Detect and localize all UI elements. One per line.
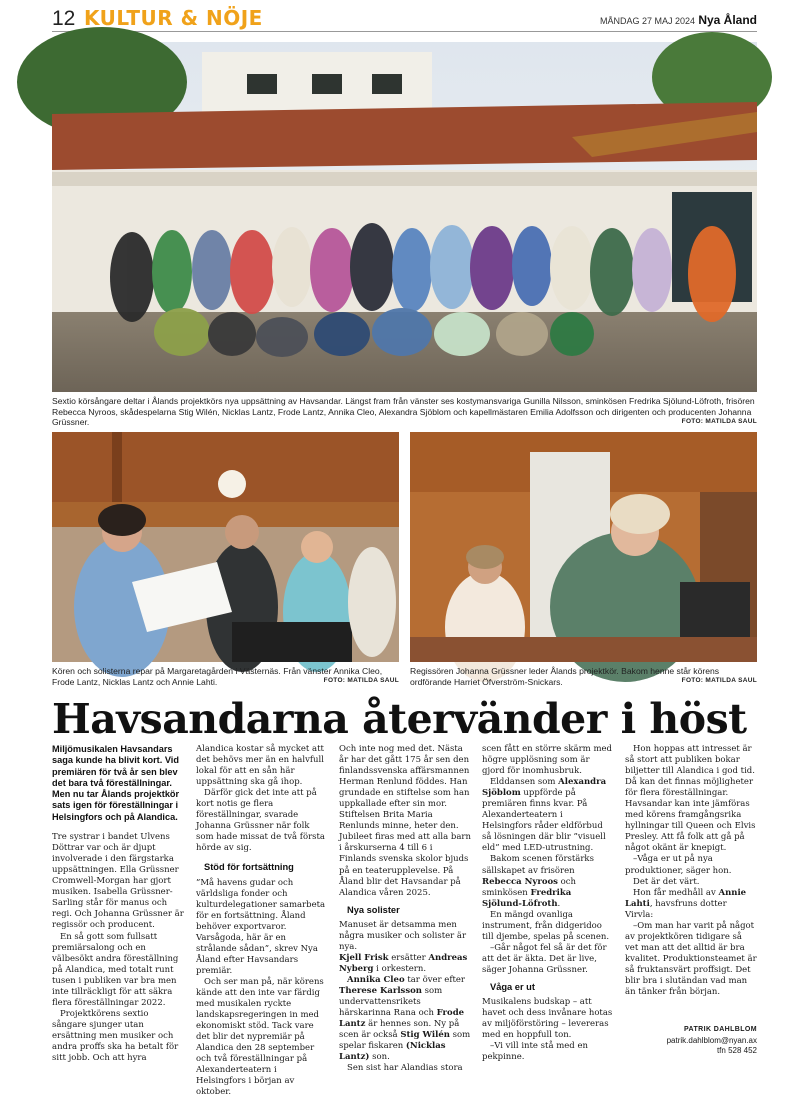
section-title: KULTUR & NÖJE: [84, 6, 263, 30]
paragraph: Tre systrar i bandet Ulvens Döttrar var och är djupt involverade i den färgstarka uppsättningen. Ella Grüssner Cromwell-Morgan har gjort musiken. Isabella Grüssner-Sarling står för manus och regi. Och Johanna Grüssner är regissör och producent.: [52, 832, 184, 931]
main-photo: [52, 42, 757, 392]
paragraph: Musikalens budskap – att havet och dess invånare hotas av miljöförstöring – levereras med en hoppfull ton.: [482, 997, 613, 1041]
paragraph: Projektkörens sextio sångare sjunger utan ersättning men musiker och andra proffs ska ha betalt för sitt jobb. Och att hyra: [52, 1008, 179, 1064]
main-photo-credit: FOTO: MATILDA SAUL: [681, 418, 757, 425]
rehearsal-photo-credit: FOTO: MATILDA SAUL: [323, 677, 399, 684]
page-header: [52, 6, 757, 32]
rehearsal-photo-caption: Kören och solisterna repar på Margaretagården i Västernäs. Från vänster Annika Cleo, Frode Lantz, Nicklas Lantz och Annie Lahti.: [52, 666, 383, 687]
article-column-2: [196, 744, 328, 1098]
paragraph: –Går något fel så är det för att det är äkta. Det är live, säger Johanna Grüssner.: [482, 942, 607, 975]
article-column-4: [482, 744, 614, 1063]
paragraph: Därför gick det inte att på kort notis ge flera föreställningar, svarade Johanna Grüssner när folk som hade missat de två första hörde av sig.: [196, 788, 325, 854]
paragraph: Elddansen som Alexandra Sjöblom uppförde på premiären finns kvar. På Alexanderteatern i Helsingfors råder eldförbud så lösningen där blir ”visuell eld” med LED-utrustning.: [482, 777, 607, 854]
subheading: Våga er ut: [490, 981, 535, 992]
paragraph: Sen sist har Alandias stora: [347, 1063, 463, 1074]
subheading: Stöd för fortsättning: [204, 862, 294, 873]
director-photo: [410, 432, 757, 662]
page-number: 12: [52, 7, 76, 30]
paragraph: Bakom scenen förstärks sällskapet av frisören Rebecca Nyroos och sminkösen Fredrika Sjölund-Löfroth.: [482, 854, 594, 909]
newspaper-name: Nya Åland: [698, 13, 757, 27]
author-email[interactable]: patrik.dahlblom@nyan.ax: [666, 1036, 757, 1045]
article-column-5: [625, 744, 757, 998]
byline: [667, 1026, 757, 1056]
article-column-3: [339, 744, 471, 1074]
article-lead: Miljömusikalen Havsandars saga kunde ha blivit kort. Vid premiären för två år sen blev det bara två föreställningar. Men nu tar Ålands projektkör sats igen för föreställningar i Helsingfors och på Alandica.: [52, 744, 180, 822]
director-photo-credit: FOTO: MATILDA SAUL: [681, 677, 757, 684]
paragraph: En mängd ovanliga instrument, från didgeridoo till djembe, spelas på scenen.: [482, 909, 610, 942]
subheading: Nya solister: [347, 904, 400, 915]
author-name: PATRIK DAHLBLOM: [683, 1026, 757, 1033]
paragraph: Och inte nog med det. Nästa år har det gått 175 år sen den finlandssvenska affärsmannen Herman Renlund föddes. Han grundade en stiftelse som han uppkallade efter sin mor. Stiftelsen Brita Maria Renlunds minne, heter den. Jubileet firas med att alla barn i årskurserna 4 till 6 i Finlands svenska skolor bjuds på en teaterupplevelse. På Åland blir det Havsandar på Alandica våren 2025.: [339, 744, 471, 898]
issue-date: MÅNDAG 27 MAJ 2024: [599, 16, 695, 26]
paragraph: scen fått en större skärm med högre upplösning som är gjord för inomhusbruk.: [482, 744, 612, 777]
paragraph: –Om man har varit på något av projektkören tidigare så vet man att det alltid är bra kvalitet. Produktionsteamet är så fruktansvärt proffsigt. Det blir bra i slutändan vad man än tänker från början.: [625, 920, 757, 998]
paragraph: –Våga er ut på nya produktioner, säger hon.: [625, 854, 732, 876]
article-column-1: [52, 744, 184, 1064]
paragraph: Manuset är detsamma men några musiker och solister är nya.: [339, 919, 467, 952]
paragraph: Det är det värt.: [633, 876, 700, 887]
paragraph: Hon hoppas att intresset är så stort att publiken bokar biljetter till Alandica i god tid. Då kan det finnas möjligheter för flera föreställningar. Havsandar kan inte jämföras med körens framgångsrika hyllningar till Queen och Elvis Presley. Att få folk att gå på något okänt är knepigt.: [625, 744, 756, 854]
main-photo-caption: Sextio körsångare deltar i Ålands projektkörs nya uppsättning av Havsandar. Längst fram från vänster ses kostymansvariga Gunilla Nilsson, sminkösen Fredrika Sjölund-Löfroth, frisören Rebecca Nyroos, skådespelarna Stig Wilén, Nicklas Lantz, Frode Lantz, Annika Cleo, Alexandra Sjöblom och kapellmästaren Emilia Adolfsson och dirigenten och producenten Johanna Grüssner.: [52, 396, 755, 428]
paragraph: Hon får medhåll av Annie Lahti, havsfruns dotter Virvla:: [625, 887, 747, 920]
director-photo-caption: Regissören Johanna Grüssner leder Ålands projektkör. Bakom henne står körens ordförande Harriet Öfverström-Snickars.: [410, 666, 720, 687]
paragraph: Alandica kostar så mycket att det behövs mer än en halvfull lokal för att en sån här uppsättning ska gå ihop.: [196, 744, 324, 788]
paragraph: En så gott som fullsatt premiärsalong och en välbesökt andra föreställning på Alandica, med totalt runt tusen i publiken var bra men inte tillräckligt för att säkra flera föreställningar 2022.: [52, 931, 179, 1008]
paragraph: Annika Cleo tar över efter Therese Karlsson som undervattensrikets härskarinna Rana och Frode Lantz är hennes son. Ny på scen är också Stig Wilén som spelar fiskaren (Nicklas Lantz) son.: [339, 974, 471, 1063]
paragraph: Och ser man på, när körens kände att den inte var färdig med musikalen ryckte landskapsregeringen in med ekonomiskt stöd. Tack vare det blir det nypremiär på Alandica den 28 september och två föreställningar på Alexanderteatern i Helsingfors i början av oktober.: [196, 976, 324, 1098]
paragraph: –Vi vill inte stå med en pekpinne.: [482, 1041, 588, 1063]
paragraph: ”Må havens gudar och världsliga fonder och kulturdelegationer samarbeta för en fortsättning. Åland behöver exportvaror. Varsågoda, här är en strålande sådan”, skrev Nya Åland efter Havsandars premiär.: [196, 877, 326, 976]
author-phone: tfn 528 452: [716, 1046, 757, 1055]
rehearsal-photo: [52, 432, 399, 662]
article-headline: Havsandarna återvänder i höst: [52, 695, 747, 743]
paragraph: Kjell Frisk ersätter Andreas Nyberg i orkestern.: [339, 952, 468, 974]
